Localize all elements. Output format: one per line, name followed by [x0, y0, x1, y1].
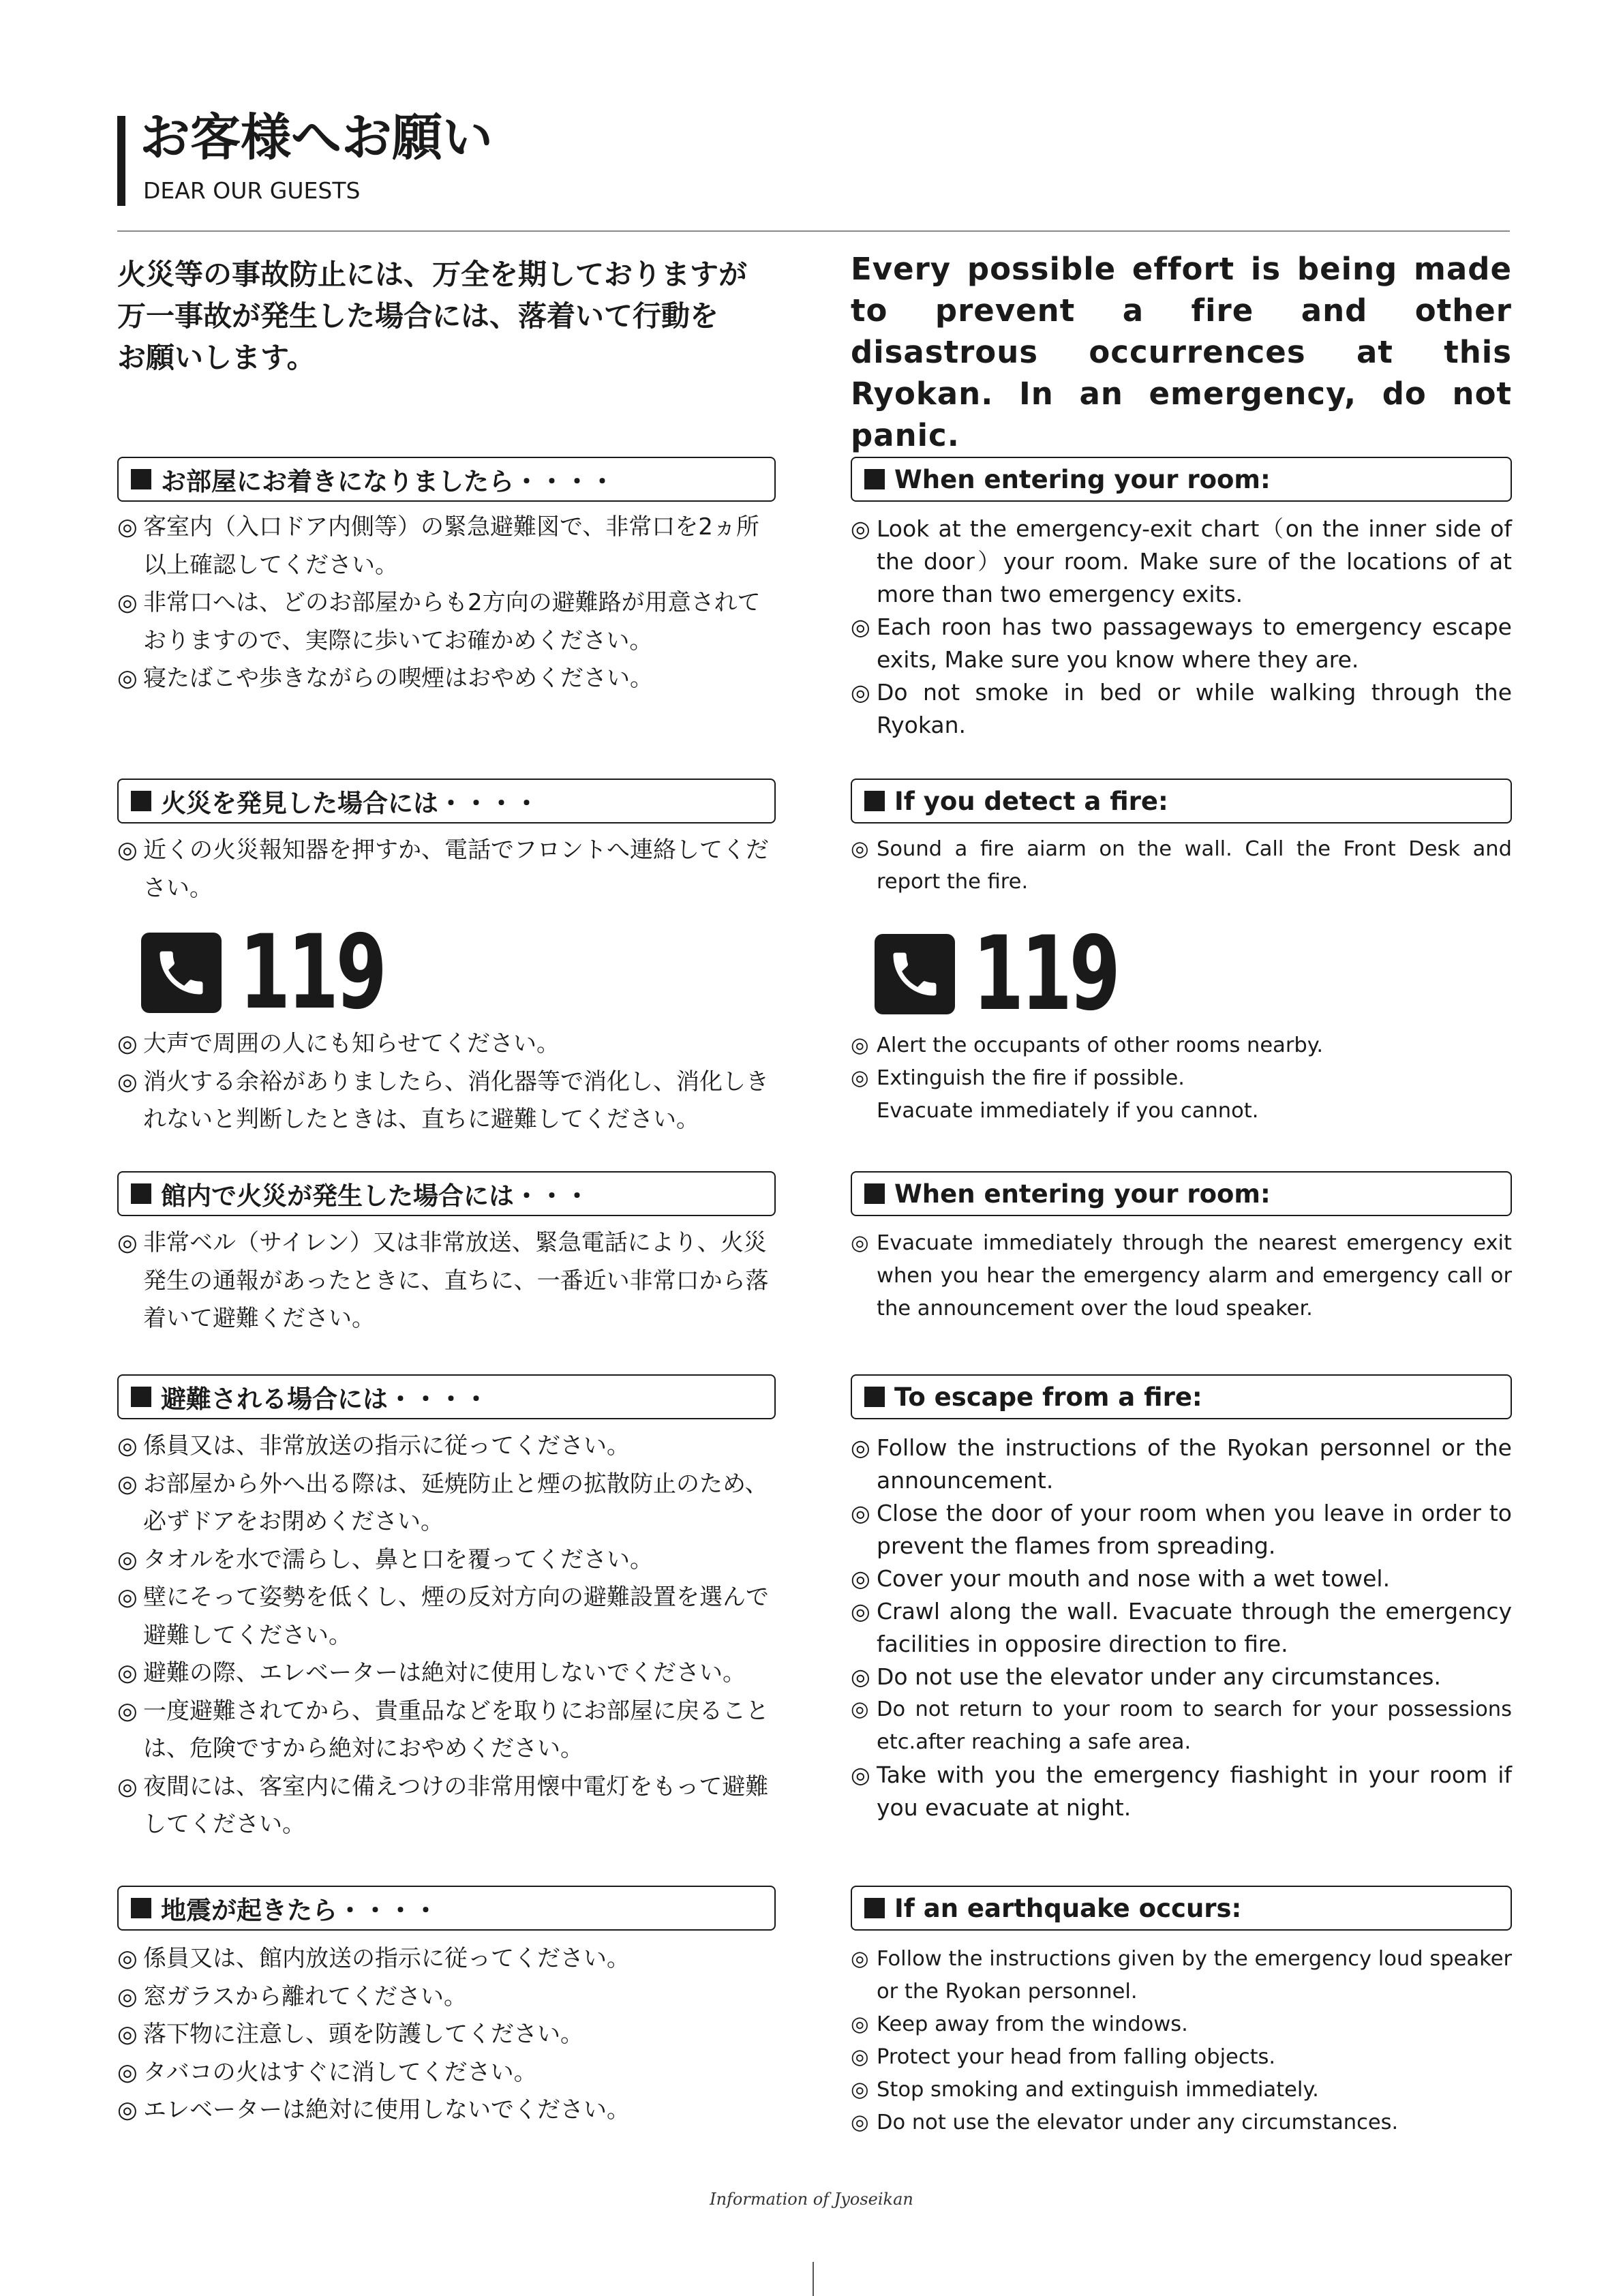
evacuate-note: Evacuate immediately if you cannot.	[877, 1099, 1259, 1123]
emergency-phone-jp	[141, 913, 440, 1032]
list-item: ◎ Crawl along the wall. Evacuate through the emergency facilities in opposire direction to fire.	[851, 1598, 1512, 1657]
section-list-en-fire-inside	[851, 1227, 1512, 1325]
section-heading-jp-detect-fire: 火災を発見した場合には・・・・	[117, 779, 776, 824]
list-item: ◎ 非常ベル（サイレン）又は非常放送、緊急電話により、火災発生の通報があったときに、直ちに、一番近い非常口から落着いて避難ください。	[117, 1229, 769, 1332]
section-list-jp-fire-inside	[117, 1224, 777, 1338]
list-item: ◎ Keep away from the windows.	[851, 2012, 1188, 2036]
list-item: ◎ Do not return to your room to search for your possessions etc.after reaching a safe area.	[851, 1697, 1512, 1754]
list-item: ◎ タバコの火はすぐに消してください。	[117, 2058, 537, 2086]
square-bullet-icon	[131, 1898, 151, 1918]
list-item: ◎ 寝たばこや歩きながらの喫煙はおやめください。	[117, 665, 653, 692]
section-list-jp-detect-fire	[117, 832, 777, 907]
list-item: ◎ Close the door of your room when you leave in order to prevent the flames from spreading.	[851, 1500, 1512, 1559]
list-item: ◎ 非常口へは、どのお部屋からも2方向の避難路が用意されておりますので、実際に歩いてお確かめください。	[117, 589, 761, 654]
section-list-jp-evacuate	[117, 1428, 777, 1844]
list-item: ◎ Follow the instructions of the Ryokan personnel or the announcement.	[851, 1434, 1512, 1494]
list-item: ◎ 夜間には、客室内に備えつけの非常用懐中電灯をもって避難してください。	[117, 1772, 769, 1838]
square-bullet-icon	[131, 469, 151, 489]
square-bullet-icon	[864, 1387, 885, 1407]
list-item: ◎ タオルを水で濡らし、鼻と口を覆ってください。	[117, 1545, 653, 1573]
list-item: ◎ Each roon has two passageways to emergency escape exits, Make sure you know where they are.	[851, 614, 1512, 673]
list-item: ◎ Stop smoking and extinguish immediately.	[851, 2078, 1319, 2102]
section-list-en-escape	[851, 1432, 1512, 1824]
list-item: ◎ 大声で周囲の人にも知らせてください。	[117, 1030, 560, 1057]
list-item: ◎ Do not smoke in bed or while walking through the Ryokan.	[851, 679, 1512, 738]
list-item: ◎ Cover your mouth and nose with a wet towel.	[851, 1565, 1391, 1592]
section-heading-jp-fire-inside: 館内で火災が発生した場合には・・・	[117, 1171, 776, 1216]
list-item: ◎ Protect your head from falling objects.	[851, 2045, 1276, 2069]
section-heading-jp-evacuate: 避難される場合には・・・・	[117, 1374, 776, 1419]
section-list-en-earthquake	[851, 1943, 1512, 2139]
square-bullet-icon	[864, 791, 885, 811]
list-item: ◎ Alert the occupants of other rooms nearby.	[851, 1033, 1324, 1057]
square-bullet-icon	[864, 469, 885, 489]
page-title-en: DEAR OUR GUESTS	[143, 177, 361, 204]
section-list-jp-earthquake	[117, 1940, 777, 2130]
section-heading-en-escape: To escape from a fire:	[851, 1374, 1512, 1419]
section-heading-en-fire-inside: When entering your room:	[851, 1171, 1512, 1216]
header-divider	[117, 230, 1510, 232]
section-list-en-room	[851, 513, 1512, 742]
section-list-en-detect-fire	[851, 833, 1512, 898]
list-item: ◎ 消火する余裕がありましたら、消化器等で消化し、消化しきれないと判断したときは、直ちに避難してください。	[117, 1068, 769, 1133]
section-heading-en-earthquake: If an earthquake occurs:	[851, 1886, 1512, 1931]
section-heading-jp-room: お部屋にお着きになりましたら・・・・	[117, 457, 776, 502]
title-accent-bar	[117, 116, 125, 206]
section-heading-jp-earthquake: 地震が起きたら・・・・	[117, 1886, 776, 1931]
list-item: ◎ Do not use the elevator under any circumstances.	[851, 1663, 1441, 1690]
section-list-jp-detect-fire-cont	[117, 1025, 777, 1139]
emergency-phone-en	[875, 915, 1174, 1033]
list-item: ◎ 落下物に注意し、頭を防護してください。	[117, 2021, 583, 2048]
section-list-en-detect-fire-cont	[851, 1029, 1512, 1128]
emergency-number: 119	[239, 913, 384, 1032]
page-fold-line	[813, 2262, 814, 2296]
section-heading-en-room: When entering your room:	[851, 457, 1512, 502]
list-item: ◎ Take with you the emergency fiashight in your room if you evacuate at night.	[851, 1762, 1512, 1821]
intro-en: Every possible effort is being made to prevent a fire and other disastrous occurrences at this Ryokan. In an emergency, do not panic.	[851, 251, 1512, 453]
square-bullet-icon	[131, 791, 151, 811]
phone-icon	[141, 933, 222, 1013]
footer-caption: Information of Jyoseikan	[710, 2190, 913, 2209]
list-item: ◎ 一度避難されてから、貴重品などを取りにお部屋に戻ることは、危険ですから絶対におやめください。	[117, 1697, 769, 1762]
list-item: ◎ 近くの火災報知器を押すか、電話でフロントへ連絡してください。	[117, 836, 769, 902]
emergency-number: 119	[973, 915, 1118, 1033]
list-item: ◎ 係員又は、館内放送の指示に従ってください。	[117, 1945, 630, 1972]
intro-jp: 火災等の事故防止には、万全を期しておりますが 万一事故が発生した場合には、落着いて行動を お願いします。	[117, 258, 748, 374]
square-bullet-icon	[864, 1898, 885, 1918]
list-item: ◎ 窓ガラスから離れてください。	[117, 1982, 467, 2010]
section-list-jp-room	[117, 509, 777, 698]
list-item: ◎ Extinguish the fire if possible.	[851, 1066, 1185, 1090]
list-item: ◎ Follow the instructions given by the emergency loud speaker or the Ryokan personnel.	[851, 1947, 1512, 2004]
list-item: ◎ 避難の際、エレベーターは絶対に使用しないでください。	[117, 1659, 746, 1687]
square-bullet-icon	[131, 1183, 151, 1204]
list-item: ◎ エレベーターは絶対に使用しないでください。	[117, 2096, 630, 2124]
square-bullet-icon	[864, 1183, 885, 1204]
page-title-jp: お客様へお願い	[140, 108, 493, 167]
list-item: ◎ お部屋から外へ出る際は、延焼防止と煙の拡散防止のため、必ずドアをお閉めください。	[117, 1470, 768, 1535]
list-item: ◎ 客室内（入口ドア内側等）の緊急避難図で、非常口を2ヵ所以上確認してください。	[117, 513, 759, 579]
list-item: ◎ Look at the emergency-exit chart（on the inner side of the door）your room. Make sure of the locations of at more than two emergency exits.	[851, 515, 1512, 607]
section-heading-en-detect-fire: If you detect a fire:	[851, 779, 1512, 824]
list-item: ◎ 壁にそって姿勢を低くし、煙の反対方向の避難設置を選んで避難してください。	[117, 1584, 769, 1649]
list-item: ◎ Do not use the elevator under any circumstances.	[851, 2111, 1399, 2134]
list-item: ◎ Sound a fire aiarm on the wall. Call the Front Desk and report the fire.	[851, 837, 1512, 894]
square-bullet-icon	[131, 1387, 151, 1407]
list-item: ◎ Evacuate immediately through the nearest emergency exit when you hear the emergency alarm and emergency call or the announcement over the loud speaker.	[851, 1231, 1512, 1320]
list-item: ◎ 係員又は、非常放送の指示に従ってください。	[117, 1432, 630, 1460]
phone-icon	[875, 934, 955, 1014]
